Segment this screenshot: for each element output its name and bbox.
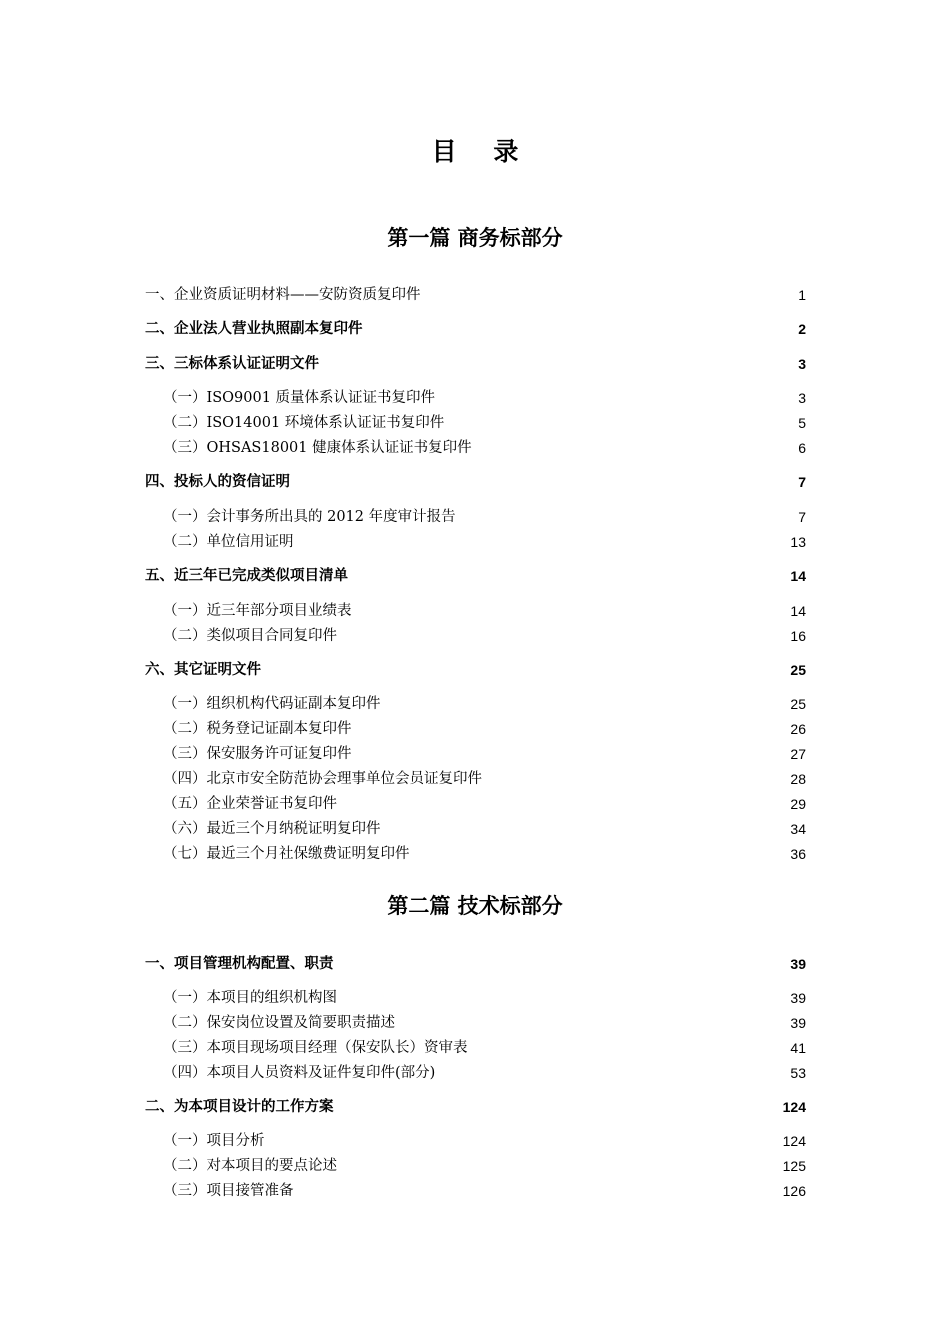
toc-entry-page: 53 <box>790 1065 806 1081</box>
toc-entry-page: 3 <box>798 390 806 406</box>
toc-entry-page: 28 <box>790 771 806 787</box>
toc-entry-label: （四）本项目人员资料及证件复印件(部分) <box>163 1065 436 1081</box>
toc-entry-page: 39 <box>790 990 806 1006</box>
toc-entry[interactable] <box>0 1037 950 1059</box>
toc-entry-label: （三）本项目现场项目经理（保安队长）资审表 <box>163 1040 468 1056</box>
toc-entry[interactable] <box>0 743 950 765</box>
toc-entry-page: 41 <box>790 1040 806 1056</box>
toc-entry[interactable] <box>0 843 950 865</box>
toc-entry[interactable] <box>0 693 950 715</box>
toc-entry-label: 四、投标人的资信证明 <box>145 474 290 490</box>
toc-entry-page: 14 <box>790 603 806 619</box>
toc-entry-page: 26 <box>790 721 806 737</box>
toc-entry-page: 1 <box>798 287 806 303</box>
toc-entry-page: 6 <box>798 440 806 456</box>
toc-entry-label: （二）单位信用证明 <box>163 534 294 550</box>
toc-entry-page: 7 <box>798 474 806 490</box>
toc-entry[interactable] <box>0 1062 950 1084</box>
toc-entry-page: 124 <box>782 1133 806 1149</box>
page-title: 目 录 <box>431 137 533 166</box>
toc-entry-page: 2 <box>798 321 806 337</box>
part-heading-technical: 第二篇 技术标部分 <box>387 893 563 918</box>
toc-entry-label: （一）近三年部分项目业绩表 <box>163 603 352 619</box>
toc-entry-label: （二）ISO14001 环境体系认证证书复印件 <box>163 415 445 431</box>
toc-entry-page: 14 <box>790 568 806 584</box>
toc-entry-label: （一）ISO9001 质量体系认证证书复印件 <box>163 390 436 406</box>
toc-entry-label: 一、项目管理机构配置、职责 <box>145 956 334 972</box>
toc-entry-label: （一）会计事务所出具的 2012 年度审计报告 <box>163 509 456 525</box>
toc-entry-label: （二）对本项目的要点论述 <box>163 1158 337 1174</box>
toc-entry[interactable] <box>0 284 950 306</box>
toc-entry-page: 124 <box>782 1099 806 1115</box>
toc-entry-page: 25 <box>790 662 806 678</box>
toc-entry-label: （三）保安服务许可证复印件 <box>163 746 352 762</box>
toc-entry-page: 126 <box>782 1183 806 1199</box>
toc-entry-page: 13 <box>790 534 806 550</box>
toc-entry-label: （一）组织机构代码证副本复印件 <box>163 696 381 712</box>
toc-entry[interactable] <box>0 318 950 340</box>
toc-entry-label: （一）本项目的组织机构图 <box>163 990 337 1006</box>
toc-entry-label: 三、三标体系认证证明文件 <box>145 356 319 372</box>
toc-entry[interactable] <box>0 1012 950 1034</box>
toc-entry[interactable] <box>0 718 950 740</box>
toc-entry[interactable] <box>0 1155 950 1177</box>
toc-entry[interactable] <box>0 659 950 681</box>
toc-entry[interactable] <box>0 387 950 409</box>
toc-entry-page: 16 <box>790 628 806 644</box>
toc-entry-label: （四）北京市安全防范协会理事单位会员证复印件 <box>163 771 482 787</box>
toc-entry-label: （三）项目接管准备 <box>163 1183 294 1199</box>
toc-entry[interactable] <box>0 768 950 790</box>
toc-entry[interactable] <box>0 1130 950 1152</box>
toc-entry-page: 27 <box>790 746 806 762</box>
toc-entry-page: 39 <box>790 1015 806 1031</box>
toc-entry-page: 39 <box>790 956 806 972</box>
toc-entry[interactable] <box>0 565 950 587</box>
toc-entry-label: （一）项目分析 <box>163 1133 265 1149</box>
toc-entry-label: 六、其它证明文件 <box>145 662 261 678</box>
toc-entry[interactable] <box>0 353 950 375</box>
toc-entry-page: 36 <box>790 846 806 862</box>
toc-entry[interactable] <box>0 987 950 1009</box>
toc-entry[interactable] <box>0 600 950 622</box>
toc-entry[interactable] <box>0 531 950 553</box>
part-heading-business: 第一篇 商务标部分 <box>387 225 563 250</box>
toc-entry[interactable] <box>0 818 950 840</box>
toc-entry-label: 二、为本项目设计的工作方案 <box>145 1099 334 1115</box>
toc-entry-page: 29 <box>790 796 806 812</box>
toc-entry[interactable] <box>0 412 950 434</box>
toc-entry-label: （六）最近三个月纳税证明复印件 <box>163 821 381 837</box>
toc-entry[interactable] <box>0 1180 950 1202</box>
toc-entry[interactable] <box>0 625 950 647</box>
toc-entry-label: （二）税务登记证副本复印件 <box>163 721 352 737</box>
toc-entry[interactable] <box>0 953 950 975</box>
toc-entry-page: 34 <box>790 821 806 837</box>
toc-entry-label: （二）保安岗位设置及简要职责描述 <box>163 1015 395 1031</box>
toc-entry-page: 125 <box>782 1158 806 1174</box>
toc-entry[interactable] <box>0 471 950 493</box>
toc-entry-page: 3 <box>798 356 806 372</box>
toc-entry-label: 二、企业法人营业执照副本复印件 <box>145 321 363 337</box>
toc-entry-label: 五、近三年已完成类似项目清单 <box>145 568 348 584</box>
toc-entry[interactable] <box>0 506 950 528</box>
toc-entry[interactable] <box>0 437 950 459</box>
toc-entry[interactable] <box>0 793 950 815</box>
toc-entry-label: （三）OHSAS18001 健康体系认证证书复印件 <box>163 440 472 456</box>
toc-entry[interactable] <box>0 1096 950 1118</box>
toc-entry-label: （七）最近三个月社保缴费证明复印件 <box>163 846 410 862</box>
toc-entry-page: 5 <box>798 415 806 431</box>
toc-entry-label: 一、企业资质证明材料——安防资质复印件 <box>145 287 421 303</box>
toc-entry-label: （二）类似项目合同复印件 <box>163 628 337 644</box>
toc-entry-label: （五）企业荣誉证书复印件 <box>163 796 337 812</box>
toc-entry-page: 7 <box>798 509 806 525</box>
toc-entry-page: 25 <box>790 696 806 712</box>
